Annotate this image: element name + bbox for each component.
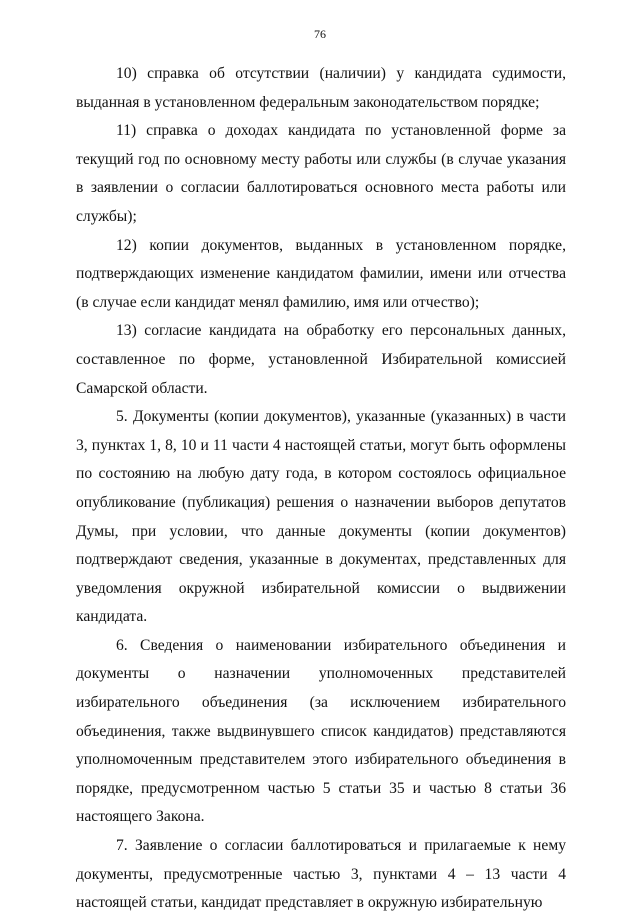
- page-number: 76: [314, 27, 326, 41]
- paragraph-item-11: 11) справка о доходах кандидата по установленной форме за текущий год по основному месту работы или службы (в случае указания в заявлении о согласии баллотироваться основного места работы или службы);: [76, 122, 566, 225]
- paragraph-part-6: 6. Сведения о наименовании избирательного объединения и документы о назначении уполномоченных представителей избирательного объединения (за исключением избирательного объединения, также выдвинувшего список кандидатов) представляются уполномоченным представителем этого избирательного объединения в порядке, предусмотренном частью 5 статьи 35 и частью 8 статьи 36 настоящего Закона.: [76, 636, 566, 826]
- paragraph-item-13: 13) согласие кандидата на обработку его персональных данных, составленное по форме, установленной Избирательной комиссией Самарской области.: [76, 322, 566, 397]
- document-body: [76, 60, 566, 918]
- paragraph-part-5: 5. Документы (копии документов), указанные (указанных) в части 3, пунктах 1, 8, 10 и 11 части 4 настоящей статьи, могут быть оформлены по состоянию на любую дату года, в котором состоялось официальное опубликование (публикация) решения о назначении выборов депутатов Думы, при условии, что данные документы (копии документов) подтверждают сведения, указанные в документах, представленных для уведомления окружной избирательной комиссии о выдвижении кандидата.: [76, 408, 566, 626]
- paragraph-item-10: 10) справка об отсутствии (наличии) у кандидата судимости, выданная в установленном федеральным законодательством порядке;: [76, 65, 566, 111]
- paragraph-item-12: 12) копии документов, выданных в установленном порядке, подтверждающих изменение кандидатом фамилии, имени или отчества (в случае если кандидат менял фамилию, имя или отчество);: [76, 236, 566, 311]
- paragraph-part-7: 7. Заявление о согласии баллотироваться и прилагаемые к нему документы, предусмотренные частью 3, пунктами 4 – 13 части 4 настоящей статьи, кандидат представляет в окружную избирательную: [76, 837, 566, 912]
